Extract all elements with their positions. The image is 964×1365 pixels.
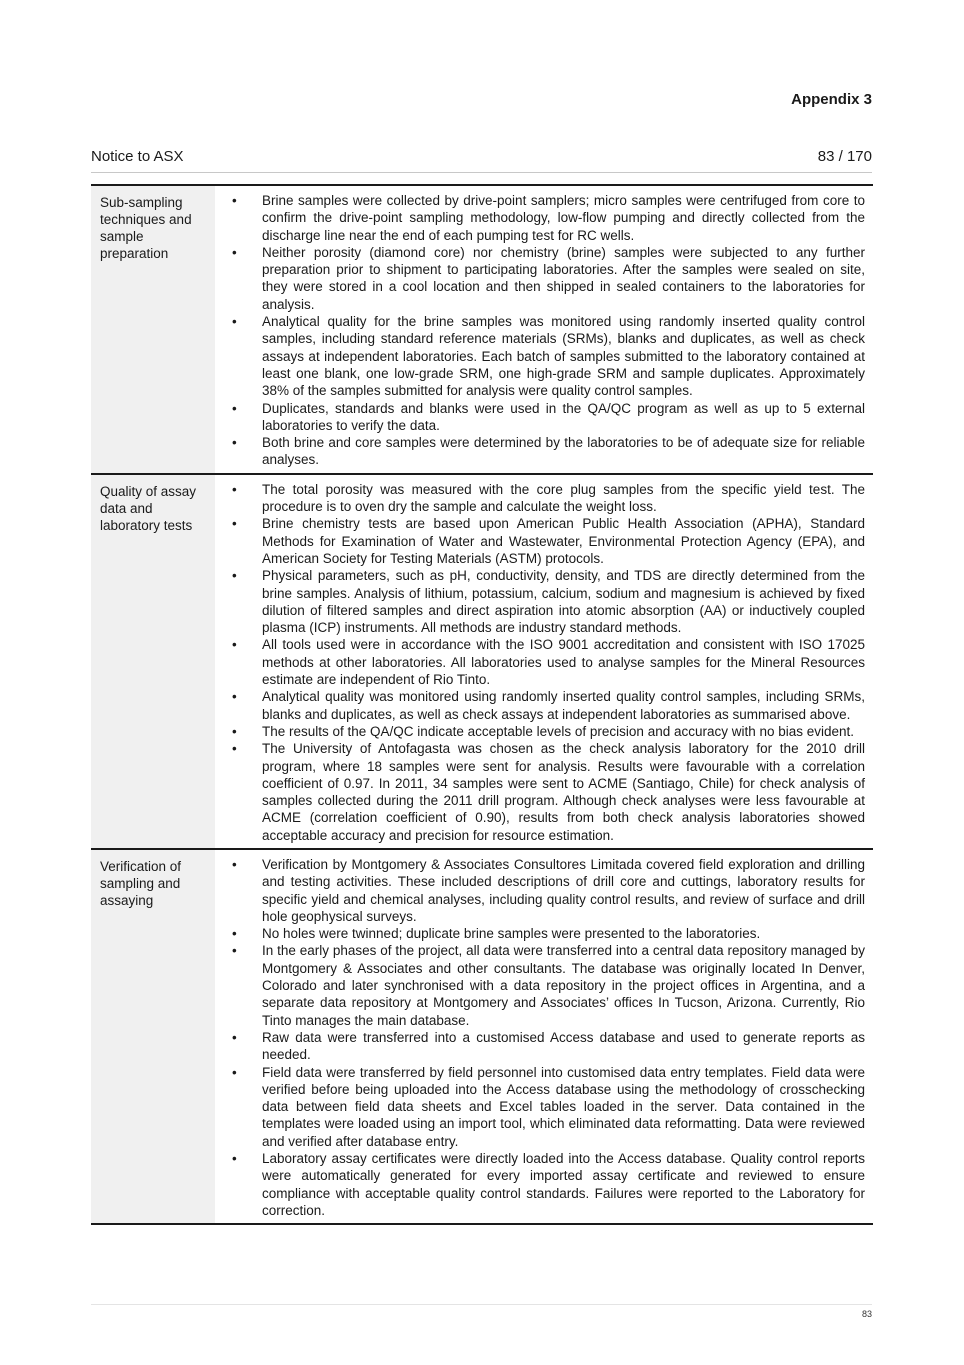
list-item-text: Brine chemistry tests are based upon American Public Health Association (APHA), Standard Methods for Examination of Water and Wastewater, Environmental Protection Agency (EPA), and American Society for Testing Materials (ASTM) protocols. (262, 516, 865, 566)
list-item (215, 313, 865, 399)
footer-page-number: 83 (861, 1309, 872, 1319)
list-item (215, 856, 865, 925)
bullet-dot-icon: • (232, 637, 237, 653)
bullet-dot-icon: • (232, 1064, 237, 1080)
list-item (215, 1064, 865, 1150)
row-content (215, 474, 873, 849)
list-item-text: Verification by Montgomery & Associates Consultores Limitada covered field exploration and drilling and testing activities. These included descriptions of drill core and cuttings, laboratory results for specific yield and chemical analyses, including quality control results, and review of surface and drill hole geophysical surveys. (262, 856, 865, 924)
bullet-dot-icon: • (232, 741, 237, 757)
list-item (215, 1150, 865, 1219)
bullet-list (215, 856, 865, 1219)
bullet-dot-icon: • (232, 314, 237, 330)
jorc-table (91, 184, 873, 1225)
appendix-title: Appendix 3 (791, 91, 872, 108)
list-item-text: Both brine and core samples were determined by the laboratories to be of adequate size for reliable analyses. (262, 435, 865, 468)
list-item (215, 1029, 865, 1064)
list-item (215, 925, 865, 942)
list-item-text: All tools used were in accordance with the ISO 9001 accreditation and consistent with ISO 17025 methods at other laboratories. All laboratories used to analyse samples for the Mineral Resources estimate are independent of Rio Tinto. (262, 637, 865, 688)
bullet-dot-icon: • (232, 568, 237, 584)
bullet-dot-icon: • (232, 1151, 237, 1167)
list-item (215, 192, 865, 244)
bullet-dot-icon: • (232, 516, 237, 532)
table-row (91, 849, 873, 1224)
row-label: Quality of assay data and laboratory tests (91, 474, 215, 849)
list-item-text: No holes were twinned; duplicate brine samples were presented to the laboratories. (262, 926, 761, 942)
list-item-text: Field data were transferred by field personnel into customised data entry templates. Field data were verified before being uploaded into the Access database using the methodology of crosschecking data between field data sheets and Excel tables loaded in the server. Data contained in the templates were loaded using an import tool, which eliminated data reformatting. Data were reviewed and verified after database entry. (262, 1064, 865, 1149)
footer-divider (91, 1304, 872, 1305)
bullet-dot-icon: • (232, 943, 237, 959)
list-item-text: The University of Antofagasta was chosen as the check analysis laboratory for the 2010 drill program, where 18 samples were sent for analysis. Results were favourable with a correlation coefficient of 0.97. In 2011, 34 samples were sent to ACME (Santiago, Chile) for check analysis of samples collected during the 2011 drill program. Although check analyses were less favourable at ACME (correlation coefficient of 0.90), results from both check analysis laboratories showed acceptable accuracy and precision for resource estimation. (262, 741, 865, 843)
bullet-dot-icon: • (232, 193, 237, 208)
list-item-text: In the early phases of the project, all data were transferred into a central data repository managed by Montgomery & Associates and other consultants. The database was originally located In Denver, Colorado and later synchronised with a data repository in the project offices in Argentina, and a separate data repository at Montgomery and Associates’ offices In Tucson, Arizona. Currently, Rio Tinto manages the main database. (262, 943, 865, 1028)
page-counter: 83 / 170 (817, 148, 872, 165)
list-item (215, 567, 865, 636)
list-item-text: Analytical quality for the brine samples was monitored using randomly inserted quality control samples, including standard reference materials (SRMs), blanks and duplicates, as well as check assays at independent laboratories. Each batch of samples submitted to the laboratory contained at least one blank, one low-grade SRM, one high-grade SRM and sample duplicates. Approximately 38% of the samples submitted for analysis were quality control samples. (262, 314, 865, 399)
list-item (215, 723, 865, 740)
table-row (91, 474, 873, 849)
list-item (215, 434, 865, 469)
bullet-dot-icon: • (232, 926, 237, 942)
bullet-dot-icon: • (232, 481, 237, 497)
row-content (215, 849, 873, 1224)
page-header (91, 148, 872, 173)
bullet-dot-icon: • (232, 1029, 237, 1045)
bullet-dot-icon: • (232, 689, 237, 705)
list-item-text: Neither porosity (diamond core) nor chemistry (brine) samples were subjected to any further preparation prior to shipment to participating laboratories. After the samples were sealed on site, they were stored in a cool location and then shipped in sealed containers to the laboratories for analysis. (262, 244, 865, 312)
list-item-text: Laboratory assay certificates were directly loaded into the Access database. Quality control reports were automatically generated for every imported assay certificate and reviewed to ensure compliance with acceptable quality control standards. Failures were reported to the Laboratory for correction. (262, 1151, 865, 1218)
bullet-list (215, 192, 865, 469)
list-item (215, 400, 865, 435)
list-item-text: The total porosity was measured with the core plug samples from the specific yield test. The procedure is to oven dry the sample and calculate the weight loss. (262, 481, 865, 515)
list-item-text: Raw data were transferred into a customised Access database and used to generate reports as needed. (262, 1029, 865, 1063)
list-item (215, 740, 865, 844)
bullet-dot-icon: • (232, 400, 237, 416)
bullet-dot-icon: • (232, 435, 237, 451)
row-label: Sub-sampling techniques and sample preparation (91, 185, 215, 474)
table-row (91, 185, 873, 474)
list-item (215, 481, 865, 516)
list-item (215, 636, 865, 688)
row-label: Verification of sampling and assaying (91, 849, 215, 1224)
list-item-text: Physical parameters, such as pH, conductivity, density, and TDS are directly determined from the brine samples. Analysis of lithium, potassium, calcium, sodium and magnesium is achieved by fixed dilution of filtered samples and direct aspiration into atomic absorption (AA) or inductively coupled plasma (ICP) instruments. All methods are industry standard methods. (262, 568, 865, 636)
list-item (215, 244, 865, 313)
bullet-list (215, 481, 865, 844)
list-item-text: The results of the QA/QC indicate acceptable levels of precision and accuracy with no bias evident. (262, 723, 855, 739)
list-item (215, 515, 865, 567)
list-item-text: Analytical quality was monitored using randomly inserted quality control samples, including SRMs, blanks and duplicates, as well as check assays at independent laboratories as summarised above. (262, 689, 865, 722)
list-item (215, 942, 865, 1028)
list-item-text: Brine samples were collected by drive-point samplers; micro samples were centrifuged from core to confirm the drive-point sampling methodology, low-flow pumping and directly collected from the discharge line near the end of each pumping test for RC wells. (262, 193, 865, 243)
bullet-dot-icon: • (232, 244, 237, 260)
list-item-text: Duplicates, standards and blanks were used in the QA/QC program as well as up to 5 external laboratories to verify the data. (262, 400, 865, 433)
bullet-dot-icon: • (232, 856, 237, 872)
bullet-dot-icon: • (232, 723, 237, 739)
row-content (215, 185, 873, 474)
document-title: Notice to ASX (91, 148, 184, 165)
list-item (215, 688, 865, 723)
